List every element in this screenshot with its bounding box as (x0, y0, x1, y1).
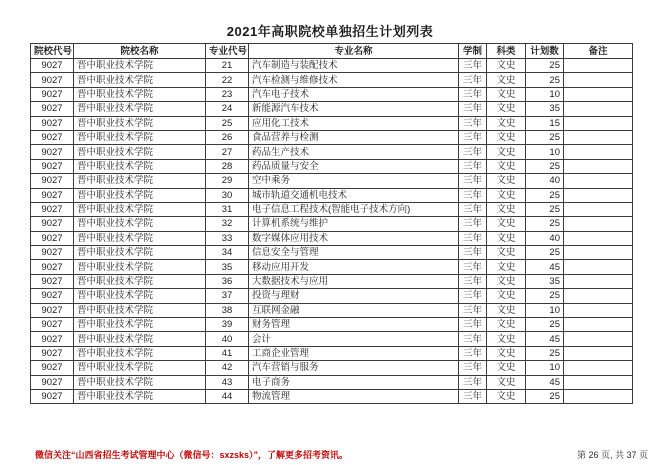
table-cell: 25 (526, 217, 564, 231)
table-cell: 9027 (31, 174, 74, 188)
table-cell: 晋中职业技术学院 (74, 303, 206, 317)
table-cell: 文史 (487, 246, 526, 260)
table-cell: 三年 (459, 332, 487, 346)
table-cell: 28 (206, 159, 249, 173)
table-cell: 25 (526, 389, 564, 403)
table-cell: 晋中职业技术学院 (74, 346, 206, 360)
table-cell: 晋中职业技术学院 (74, 260, 206, 274)
table-cell: 25 (526, 318, 564, 332)
table-cell (564, 145, 633, 159)
table-cell: 25 (526, 346, 564, 360)
column-header: 备注 (564, 44, 633, 59)
table-cell: 37 (206, 289, 249, 303)
table-cell: 9027 (31, 231, 74, 245)
table-cell: 25 (526, 130, 564, 144)
table-cell: 23 (206, 87, 249, 101)
table-cell: 三年 (459, 217, 487, 231)
table-row (31, 130, 633, 144)
table-cell: 9027 (31, 303, 74, 317)
table-cell (564, 318, 633, 332)
table-cell: 三年 (459, 260, 487, 274)
table-cell: 计算机系统与维护 (249, 217, 459, 231)
table-cell (564, 59, 633, 73)
table-cell: 城市轨道交通机电技术 (249, 188, 459, 202)
table-cell: 汽车制造与装配技术 (249, 59, 459, 73)
table-row (31, 274, 633, 288)
table-cell: 文史 (487, 202, 526, 216)
table-cell: 9027 (31, 102, 74, 116)
table-cell: 晋中职业技术学院 (74, 73, 206, 87)
table-cell: 汽车检测与维修技术 (249, 73, 459, 87)
enrollment-plan-table (30, 43, 633, 404)
table-cell: 9027 (31, 73, 74, 87)
table-cell: 三年 (459, 375, 487, 389)
table-cell: 40 (206, 332, 249, 346)
table-cell: 9027 (31, 289, 74, 303)
table-cell: 9027 (31, 59, 74, 73)
table-cell: 投资与理财 (249, 289, 459, 303)
table-cell: 文史 (487, 375, 526, 389)
table-cell: 9027 (31, 116, 74, 130)
table-cell: 晋中职业技术学院 (74, 375, 206, 389)
table-row (31, 260, 633, 274)
table-cell: 三年 (459, 188, 487, 202)
table-cell: 9027 (31, 159, 74, 173)
table-cell: 三年 (459, 102, 487, 116)
table-cell: 35 (206, 260, 249, 274)
table-cell (564, 116, 633, 130)
table-cell (564, 87, 633, 101)
table-cell (564, 73, 633, 87)
table-cell: 25 (526, 188, 564, 202)
table-cell: 9027 (31, 274, 74, 288)
table-cell: 26 (206, 130, 249, 144)
table-body (31, 59, 633, 404)
table-cell: 41 (206, 346, 249, 360)
table-cell: 34 (206, 246, 249, 260)
table-cell: 32 (206, 217, 249, 231)
table-cell: 晋中职业技术学院 (74, 231, 206, 245)
table-cell: 9027 (31, 202, 74, 216)
column-header: 专业名称 (249, 44, 459, 59)
table-row (31, 246, 633, 260)
table-row (31, 174, 633, 188)
table-cell: 25 (526, 59, 564, 73)
table-cell: 9027 (31, 361, 74, 375)
table-cell: 汽车营销与服务 (249, 361, 459, 375)
table-cell: 45 (526, 260, 564, 274)
table-cell: 晋中职业技术学院 (74, 318, 206, 332)
table-cell: 物流管理 (249, 389, 459, 403)
table-cell: 9027 (31, 260, 74, 274)
table-cell: 25 (526, 246, 564, 260)
table-cell: 文史 (487, 87, 526, 101)
table-cell: 40 (526, 174, 564, 188)
table-cell: 文史 (487, 102, 526, 116)
table-row (31, 389, 633, 403)
table-row (31, 145, 633, 159)
table-cell (564, 174, 633, 188)
table-cell: 晋中职业技术学院 (74, 174, 206, 188)
table-cell: 45 (526, 332, 564, 346)
column-header: 专业代号 (206, 44, 249, 59)
table-cell: 43 (206, 375, 249, 389)
table-cell: 文史 (487, 116, 526, 130)
table-row (31, 332, 633, 346)
table-cell: 三年 (459, 87, 487, 101)
table-cell: 39 (206, 318, 249, 332)
table-cell: 三年 (459, 116, 487, 130)
table-cell: 9027 (31, 188, 74, 202)
table-cell: 24 (206, 102, 249, 116)
table-cell: 文史 (487, 217, 526, 231)
table-cell: 文史 (487, 389, 526, 403)
table-cell: 22 (206, 73, 249, 87)
table-row (31, 159, 633, 173)
table-cell: 33 (206, 231, 249, 245)
table-cell: 9027 (31, 346, 74, 360)
table-cell: 35 (526, 102, 564, 116)
table-row (31, 59, 633, 73)
table-cell: 三年 (459, 303, 487, 317)
table-cell: 晋中职业技术学院 (74, 102, 206, 116)
table-cell (564, 375, 633, 389)
table-cell: 45 (526, 375, 564, 389)
table-cell: 大数据技术与应用 (249, 274, 459, 288)
table-cell: 21 (206, 59, 249, 73)
column-header: 科类 (487, 44, 526, 59)
table-cell: 文史 (487, 332, 526, 346)
table-cell: 晋中职业技术学院 (74, 159, 206, 173)
table-cell (564, 332, 633, 346)
table-cell: 三年 (459, 274, 487, 288)
table-cell: 文史 (487, 73, 526, 87)
table-row (31, 73, 633, 87)
table-cell (564, 246, 633, 260)
table-cell: 晋中职业技术学院 (74, 130, 206, 144)
table-cell: 15 (526, 116, 564, 130)
table-cell (564, 361, 633, 375)
column-header: 院校代号 (31, 44, 74, 59)
column-header: 学制 (459, 44, 487, 59)
table-row (31, 102, 633, 116)
wechat-notice-text: 微信关注“山西省招生考试管理中心（微信号：sxzsks）”，了解更多招考资讯。 (35, 449, 349, 460)
table-cell (564, 102, 633, 116)
table-cell: 三年 (459, 59, 487, 73)
table-row (31, 318, 633, 332)
table-header-row (31, 44, 633, 59)
column-header: 计划数 (526, 44, 564, 59)
table-cell: 新能源汽车技术 (249, 102, 459, 116)
table-cell: 10 (526, 303, 564, 317)
table-cell: 9027 (31, 318, 74, 332)
table-cell: 晋中职业技术学院 (74, 361, 206, 375)
table-cell: 晋中职业技术学院 (74, 59, 206, 73)
table-cell: 三年 (459, 346, 487, 360)
table-cell: 晋中职业技术学院 (74, 289, 206, 303)
table-cell: 10 (526, 87, 564, 101)
table-cell: 文史 (487, 289, 526, 303)
table-cell: 文史 (487, 130, 526, 144)
table-cell: 晋中职业技术学院 (74, 116, 206, 130)
table-cell: 汽车电子技术 (249, 87, 459, 101)
table-cell: 10 (526, 145, 564, 159)
table-cell: 信息安全与管理 (249, 246, 459, 260)
table-row (31, 116, 633, 130)
table-row (31, 375, 633, 389)
table-cell: 9027 (31, 145, 74, 159)
table-cell: 财务管理 (249, 318, 459, 332)
table-row (31, 202, 633, 216)
table-row (31, 188, 633, 202)
table-cell: 31 (206, 202, 249, 216)
table-cell: 三年 (459, 130, 487, 144)
table-cell: 文史 (487, 188, 526, 202)
column-header: 院校名称 (74, 44, 206, 59)
table-cell: 25 (206, 116, 249, 130)
table-cell: 三年 (459, 202, 487, 216)
table-cell: 9027 (31, 246, 74, 260)
table-cell (564, 231, 633, 245)
table-cell: 44 (206, 389, 249, 403)
table-cell: 9027 (31, 217, 74, 231)
table-cell: 35 (526, 274, 564, 288)
table-row (31, 217, 633, 231)
table-cell: 数字媒体应用技术 (249, 231, 459, 245)
table-cell (564, 202, 633, 216)
table-cell: 互联网金融 (249, 303, 459, 317)
table-cell: 文史 (487, 174, 526, 188)
table-cell: 三年 (459, 318, 487, 332)
table-cell: 晋中职业技术学院 (74, 389, 206, 403)
table-cell: 文史 (487, 346, 526, 360)
table-cell: 9027 (31, 87, 74, 101)
table-cell: 三年 (459, 389, 487, 403)
table-cell: 文史 (487, 59, 526, 73)
table-cell: 文史 (487, 260, 526, 274)
table-cell: 三年 (459, 145, 487, 159)
table-cell (564, 346, 633, 360)
table-cell: 9027 (31, 332, 74, 346)
table-cell: 三年 (459, 231, 487, 245)
table-cell: 晋中职业技术学院 (74, 87, 206, 101)
table-cell: 文史 (487, 274, 526, 288)
table-cell: 电子信息工程技术(智能电子技术方向) (249, 202, 459, 216)
page-number-text: 第 26 页, 共 37 页 (576, 449, 648, 460)
page-footer (0, 447, 660, 461)
table-cell: 42 (206, 361, 249, 375)
table-cell (564, 217, 633, 231)
table-cell (564, 303, 633, 317)
table-cell: 文史 (487, 159, 526, 173)
table-cell (564, 130, 633, 144)
table-cell: 38 (206, 303, 249, 317)
table-row (31, 361, 633, 375)
table-cell: 文史 (487, 318, 526, 332)
table-cell: 药品质量与安全 (249, 159, 459, 173)
table-cell: 电子商务 (249, 375, 459, 389)
table-cell: 文史 (487, 303, 526, 317)
table-cell: 应用化工技术 (249, 116, 459, 130)
table-cell: 三年 (459, 174, 487, 188)
table-cell: 36 (206, 274, 249, 288)
table-cell: 25 (526, 202, 564, 216)
document-page (0, 21, 660, 465)
table-cell: 文史 (487, 145, 526, 159)
table-cell: 晋中职业技术学院 (74, 246, 206, 260)
table-row (31, 231, 633, 245)
table-cell: 9027 (31, 375, 74, 389)
table-cell: 工商企业管理 (249, 346, 459, 360)
table-cell: 9027 (31, 389, 74, 403)
table-cell: 晋中职业技术学院 (74, 188, 206, 202)
table-row (31, 346, 633, 360)
table-cell (564, 289, 633, 303)
table-cell: 晋中职业技术学院 (74, 274, 206, 288)
table-cell: 晋中职业技术学院 (74, 217, 206, 231)
table-cell (564, 188, 633, 202)
page-title: 2021年高职院校单独招生计划列表 (226, 24, 434, 39)
table-cell: 10 (526, 361, 564, 375)
table-cell: 晋中职业技术学院 (74, 202, 206, 216)
table-cell: 文史 (487, 231, 526, 245)
table-cell: 空中乘务 (249, 174, 459, 188)
table-cell: 晋中职业技术学院 (74, 145, 206, 159)
table-cell (564, 260, 633, 274)
table-cell: 会计 (249, 332, 459, 346)
table-cell: 食品营养与检测 (249, 130, 459, 144)
table-cell: 三年 (459, 73, 487, 87)
table-cell: 三年 (459, 361, 487, 375)
table-cell: 29 (206, 174, 249, 188)
table-row (31, 303, 633, 317)
table-cell: 9027 (31, 130, 74, 144)
table-cell: 25 (526, 73, 564, 87)
table-cell: 三年 (459, 159, 487, 173)
table-cell: 25 (526, 159, 564, 173)
table-cell (564, 389, 633, 403)
table-row (31, 289, 633, 303)
table-cell: 40 (526, 231, 564, 245)
table-cell: 移动应用开发 (249, 260, 459, 274)
table-cell: 三年 (459, 246, 487, 260)
table-row (31, 87, 633, 101)
table-cell: 三年 (459, 289, 487, 303)
table-cell: 晋中职业技术学院 (74, 332, 206, 346)
table-cell: 27 (206, 145, 249, 159)
table-cell: 文史 (487, 361, 526, 375)
table-cell (564, 159, 633, 173)
table-cell: 25 (526, 289, 564, 303)
table-cell: 30 (206, 188, 249, 202)
table-cell: 药品生产技术 (249, 145, 459, 159)
table-cell (564, 274, 633, 288)
